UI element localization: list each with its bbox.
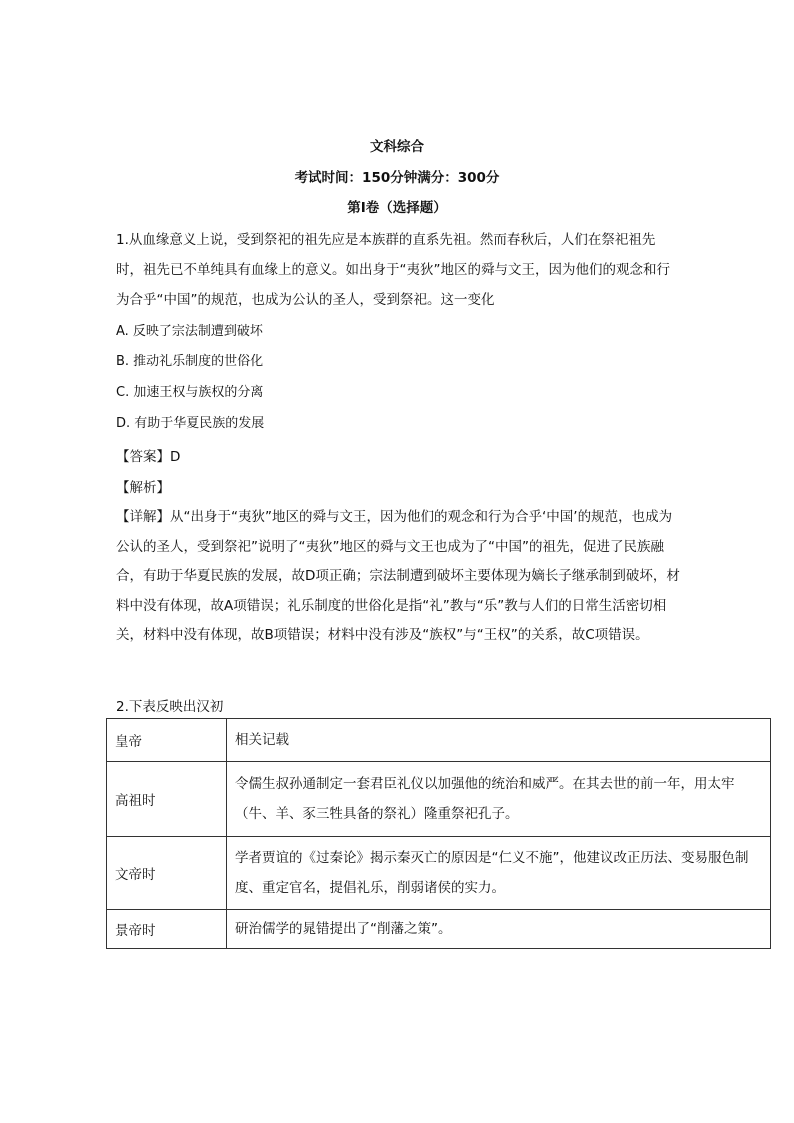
option-b: B. 推动礼乐制度的世俗化	[116, 354, 264, 369]
option-c: C. 加速王权与族权的分离	[116, 385, 264, 400]
table-header-row	[107, 719, 771, 762]
answer-line: 【答案】D	[116, 449, 181, 465]
table-row	[107, 762, 771, 837]
option-a: A. 反映了宗法制遭到破坏	[116, 324, 263, 339]
section-title: 第I卷（选择题）	[347, 200, 447, 216]
analysis-label: 【解析】	[116, 480, 170, 496]
document-title: 文科综合	[370, 139, 424, 155]
table-header-cell: 相关记载	[227, 719, 771, 762]
option-d: D. 有助于华夏民族的发展	[116, 416, 265, 431]
table-header-cell: 皇帝	[107, 719, 227, 762]
table-cell: 研治儒学的晁错提出了“削藩之策”。	[227, 910, 771, 949]
table-cell: 令儒生叔孙通制定一套君臣礼仪以加强他的统治和威严。在其去世的前一年，用太牢（牛、羊、豕三牲具备的祭礼）隆重祭祀孔子。	[227, 762, 771, 837]
table-cell: 景帝时	[107, 910, 227, 949]
table-cell: 学者贾谊的《过秦论》揭示秦灭亡的原因是“仁义不施”，他建议改正历法、变易服色制度、重定官名，提倡礼乐，削弱诸侯的实力。	[227, 837, 771, 910]
table-cell: 高祖时	[107, 762, 227, 837]
exam-info: 考试时间：150分钟满分：300分	[294, 170, 500, 186]
analysis-detail: 【详解】从“出身于“夷狄”地区的舜与文王，因为他们的观念和行为合乎‘中国’的规范，也成为公认的圣人，受到祭祀”说明了“夷狄”地区的舜与文王也成为了“中国”的祖先，促进了民族融合，有助于华夏民族的发展，故D项正确；宗法制遭到破坏主要体现为嫡长子继承制到破坏，材料中没有体现，故A项错误；礼乐制度的世俗化是指“礼”教与“乐”教与人们的日常生活密切相关，材料中没有体现，故B项错误；材料中没有涉及“族权”与“王权”的关系，故C项错误。	[116, 509, 680, 643]
table-row	[107, 910, 771, 949]
table-row	[107, 837, 771, 910]
question-1-stem: 1.从血缘意义上说，受到祭祀的祖先应是本族群的直系先祖。然而春秋后，人们在祭祀祖先时，祖先已不单纯具有血缘上的意义。如出身于“夷狄”地区的舜与文王，因为他们的观念和行为合乎“中国”的规范，也成为公认的圣人，受到祭祀。这一变化	[116, 232, 670, 308]
table-cell: 文帝时	[107, 837, 227, 910]
history-table	[106, 718, 771, 949]
question-2-stem: 2.下表反映出汉初	[116, 699, 224, 715]
